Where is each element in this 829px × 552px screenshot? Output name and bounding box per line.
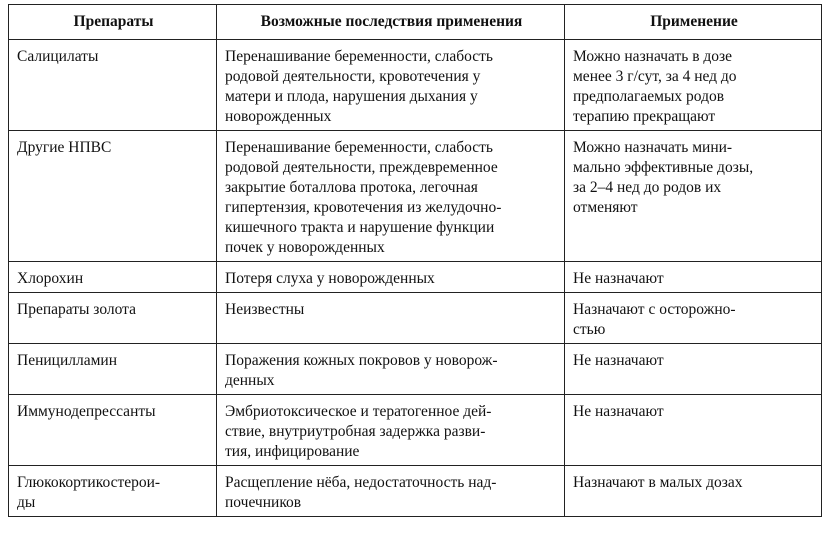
drug-cell-line: Пеницилламин — [17, 352, 118, 369]
effects-cell-line: Перенашивание беременности, слабость — [225, 139, 493, 156]
effects-cell-line: почечников — [225, 494, 302, 511]
drug-cell-line: Другие НПВС — [17, 139, 112, 156]
effects-cell-line: ствие, внутриутробная задержка разви- — [225, 423, 486, 440]
table-row — [9, 262, 822, 293]
use-cell-line: терапию прекращают — [573, 108, 716, 125]
drug-cell — [9, 293, 217, 344]
use-cell-line: стью — [573, 321, 606, 338]
header-drugs: Препараты — [9, 5, 217, 40]
table-header — [9, 5, 822, 40]
use-cell-line: Можно назначать в дозе — [573, 48, 733, 65]
drug-cell — [9, 131, 217, 262]
effects-cell — [217, 262, 565, 293]
effects-cell-line: почек у новорожденных — [225, 239, 385, 256]
use-cell — [565, 466, 822, 517]
effects-cell-line: гипертензия, кровотечения из желудочно- — [225, 199, 502, 216]
drug-cell-line: Иммунодепрессанты — [17, 403, 156, 420]
drug-cell — [9, 395, 217, 466]
table-row — [9, 395, 822, 466]
effects-cell-line: закрытие боталлова протока, легочная — [225, 179, 478, 196]
use-cell-line: отменяют — [573, 199, 638, 216]
effects-cell-line: Потеря слуха у новорожденных — [225, 270, 435, 287]
drug-cell — [9, 40, 217, 131]
use-cell-line: Назначают в малых дозах — [573, 474, 743, 491]
use-cell-line: Не назначают — [573, 352, 664, 369]
drug-cell-line: Препараты золота — [17, 301, 136, 318]
effects-cell-line: Поражения кожных покровов у новорож- — [225, 352, 498, 369]
use-cell — [565, 131, 822, 262]
drug-cell — [9, 262, 217, 293]
effects-cell-line: Расщепление нёба, недостаточность над- — [225, 474, 497, 491]
use-cell — [565, 293, 822, 344]
header-effects: Возможные последствия применения — [217, 5, 565, 40]
drug-cell-line: Хлорохин — [17, 270, 84, 287]
effects-cell-line: тия, инфицирование — [225, 443, 360, 460]
table-row — [9, 40, 822, 131]
header-use: Применение — [565, 5, 822, 40]
effects-cell-line: Перенашивание беременности, слабость — [225, 48, 493, 65]
use-cell — [565, 344, 822, 395]
effects-cell — [217, 293, 565, 344]
table-row — [9, 466, 822, 517]
effects-cell — [217, 40, 565, 131]
drug-cell-line: Глюкокортикостерои- — [17, 474, 161, 491]
table-row — [9, 344, 822, 395]
drug-cell — [9, 344, 217, 395]
use-cell — [565, 262, 822, 293]
effects-cell — [217, 344, 565, 395]
table-row — [9, 131, 822, 262]
drug-effects-table — [8, 4, 822, 517]
effects-cell-line: новорожденных — [225, 108, 332, 125]
use-cell-line: Не назначают — [573, 403, 664, 420]
use-cell-line: менее 3 г/сут, за 4 нед до — [573, 68, 737, 85]
header-row — [9, 5, 822, 40]
effects-cell — [217, 466, 565, 517]
effects-cell-line: Эмбриотоксическое и тератогенное дей- — [225, 403, 492, 420]
use-cell — [565, 40, 822, 131]
effects-cell-line: денных — [225, 372, 275, 389]
effects-cell-line: кишечного тракта и нарушение функции — [225, 219, 495, 236]
use-cell-line: Назначают с осторожно- — [573, 301, 736, 318]
table-row — [9, 293, 822, 344]
drug-cell — [9, 466, 217, 517]
use-cell-line: мально эффективные дозы, — [573, 159, 754, 176]
effects-cell-line: родовой деятельности, кровотечения у — [225, 68, 481, 85]
use-cell — [565, 395, 822, 466]
use-cell-line: предполагаемых родов — [573, 88, 725, 105]
effects-cell-line: Неизвестны — [225, 301, 305, 318]
use-cell-line: Не назначают — [573, 270, 664, 287]
effects-cell-line: матери и плода, нарушения дыхания у — [225, 88, 478, 105]
effects-cell-line: родовой деятельности, преждевременное — [225, 159, 498, 176]
use-cell-line: за 2–4 нед до родов их — [573, 179, 722, 196]
drug-cell-line: ды — [17, 494, 36, 511]
effects-cell — [217, 395, 565, 466]
effects-cell — [217, 131, 565, 262]
use-cell-line: Можно назначать мини- — [573, 139, 733, 156]
drug-cell-line: Салицилаты — [17, 48, 99, 65]
table-body — [9, 40, 822, 517]
